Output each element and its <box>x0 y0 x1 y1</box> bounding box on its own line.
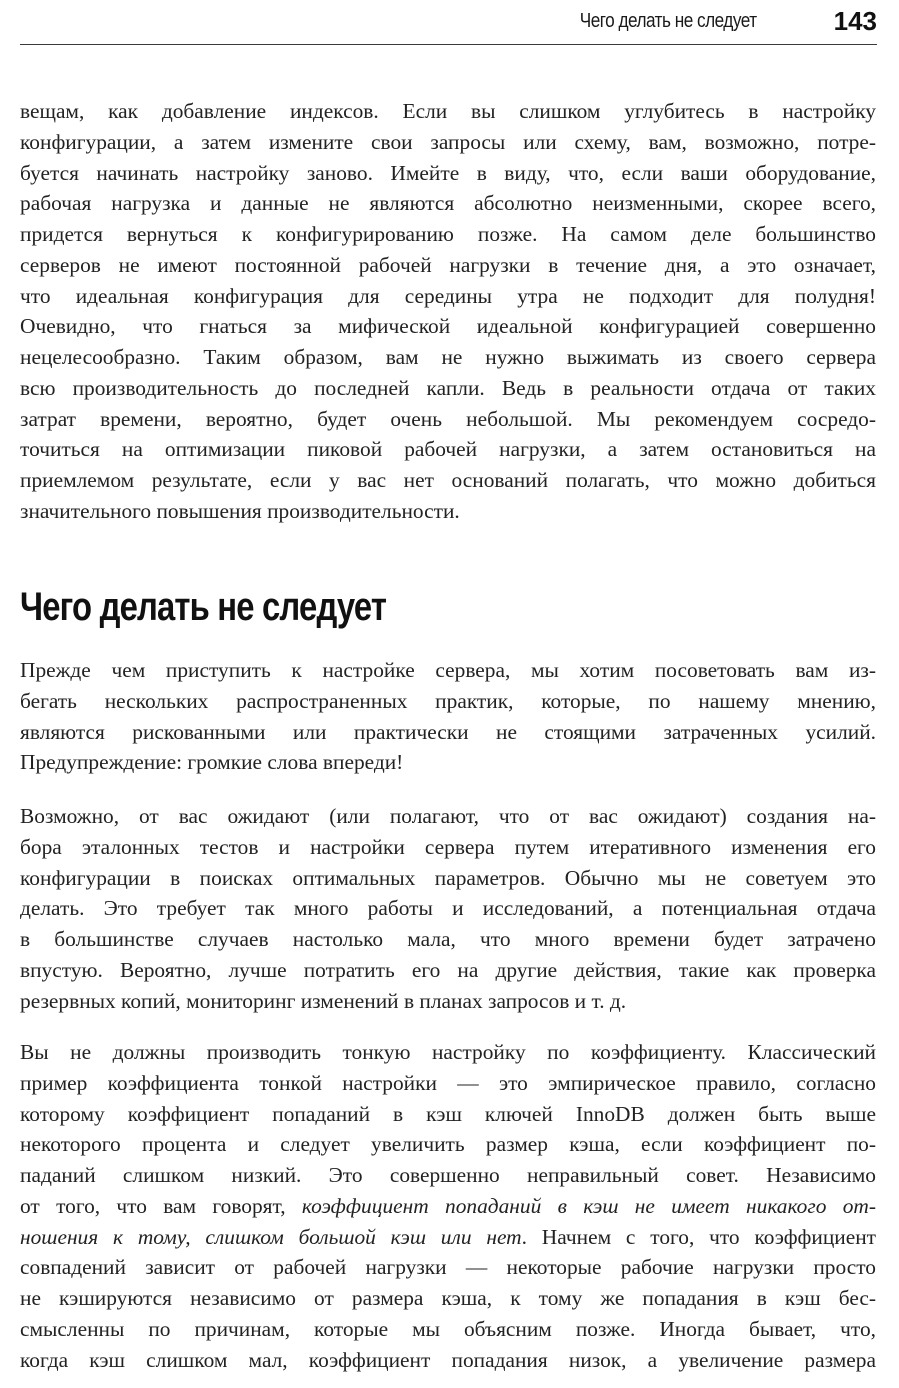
text-line: бора эталонных тестов и настройки сервера путем итеративного изменения его <box>20 834 876 859</box>
text-run: от того, что вам говорят, <box>20 1193 302 1218</box>
text-line: Прежде чем приступить к настройке сервера, мы хотим посоветовать вам из- <box>20 658 876 682</box>
text-run: . Начнем с того, что коэффициент <box>521 1224 876 1249</box>
text-line: точиться на оптимизации пиковой рабочей нагрузки, а затем остановиться на <box>20 437 876 462</box>
text-line-with-emphasis <box>20 1222 876 1253</box>
text-line: Предупреждение: громкие слова впереди! <box>20 750 404 775</box>
page-number: 143 <box>833 6 877 36</box>
text-line: всю производительность до последней капли. Ведь в реальности отдача от таких <box>20 375 876 400</box>
text-line: бегать нескольких распространенных практик, которые, по нашему мнению, <box>20 688 876 713</box>
text-line: Вы не должны производить тонкую настройку по коэффициенту. Классический <box>20 1040 876 1064</box>
text-line: приемлемом результате, если у вас нет оснований полагать, что можно добиться <box>20 468 876 492</box>
emphasized-text: ношения к тому, слишком большой кэш или нет <box>20 1224 522 1249</box>
text-line: пример коэффициента тонкой настройки — это эмпирическое правило, согласно <box>20 1070 876 1095</box>
text-line: Очевидно, что гнаться за мифической идеальной конфигурацией совершенно <box>20 314 876 339</box>
text-line: паданий слишком низкий. Это совершенно неправильный совет. Независимо <box>20 1163 876 1187</box>
text-line: являются рискованными или практически не стоящими затраченных усилий. <box>20 719 876 744</box>
text-line: впустую. Вероятно, лучше потратить его на другие действия, такие как проверка <box>20 957 876 982</box>
text-line: Возможно, от вас ожидают (или полагают, что от вас ожидают) создания на- <box>20 804 876 828</box>
text-line: конфигурации, а затем измените свои запросы или схему, вам, возможно, потре- <box>20 129 876 154</box>
paragraph-1 <box>20 96 876 527</box>
text-line: когда кэш слишком мал, коэффициент попадания низок, а увеличение размера <box>20 1347 876 1372</box>
running-title: Чего делать не следует <box>580 10 757 32</box>
text-line: серверов не имеют постоянной рабочей нагрузки в течение дня, а это означает, <box>20 252 876 277</box>
text-line: смысленны по причинам, которые мы объясним позже. Иногда бывает, что, <box>20 1316 876 1341</box>
emphasized-text: коэффициент попаданий в кэш не имеет никакого от- <box>301 1193 876 1218</box>
text-line-with-emphasis <box>20 1191 876 1222</box>
text-line: совпадений зависит от рабочей нагрузки — некоторые рабочие нагрузки просто <box>20 1255 876 1280</box>
paragraph-4 <box>20 1037 876 1375</box>
text-line: не кэшируются независимо от размера кэша, к тому же попадания в кэш бес- <box>20 1286 876 1310</box>
text-line: которому коэффициент попаданий в кэш ключей InnoDB должен быть выше <box>20 1101 876 1126</box>
text-line: конфигурации в поисках оптимальных параметров. Обычно мы не советуем это <box>20 865 876 890</box>
text-line: вещам, как добавление индексов. Если вы слишком углубитесь в настройку <box>20 99 876 123</box>
text-line: придется вернуться к конфигурированию позже. На самом деле большинство <box>20 222 876 246</box>
paragraph-2 <box>20 655 876 778</box>
running-header <box>20 0 877 45</box>
text-line: делать. Это требует так много работы и исследований, а потенциальная отдача <box>20 896 876 921</box>
text-line: нецелесообразно. Таким образом, вам не нужно выжимать из своего сервера <box>20 345 876 369</box>
text-line: затрат времени, вероятно, будет очень небольшой. Мы рекомендуем сосредо- <box>20 406 876 431</box>
text-line: некоторого процента и следует увеличить размер кэша, если коэффициент по- <box>20 1132 876 1157</box>
text-line: буется начинать настройку заново. Имейте в виду, что, если ваши оборудование, <box>20 160 876 185</box>
text-line: в большинстве случаев настолько мала, что много времени будет затрачено <box>20 927 876 951</box>
paragraph-3 <box>20 801 876 1016</box>
text-line: резервных копий, мониторинг изменений в планах запросов и т. д. <box>20 988 627 1013</box>
text-line: значительного повышения производительности. <box>20 498 460 523</box>
text-line: что идеальная конфигурация для середины утра не подходит для полудня! <box>20 283 876 308</box>
text-line: рабочая нагрузка и данные не являются абсолютно неизменными, скорее всего, <box>20 191 876 216</box>
section-heading: Чего делать не следует <box>20 585 387 629</box>
